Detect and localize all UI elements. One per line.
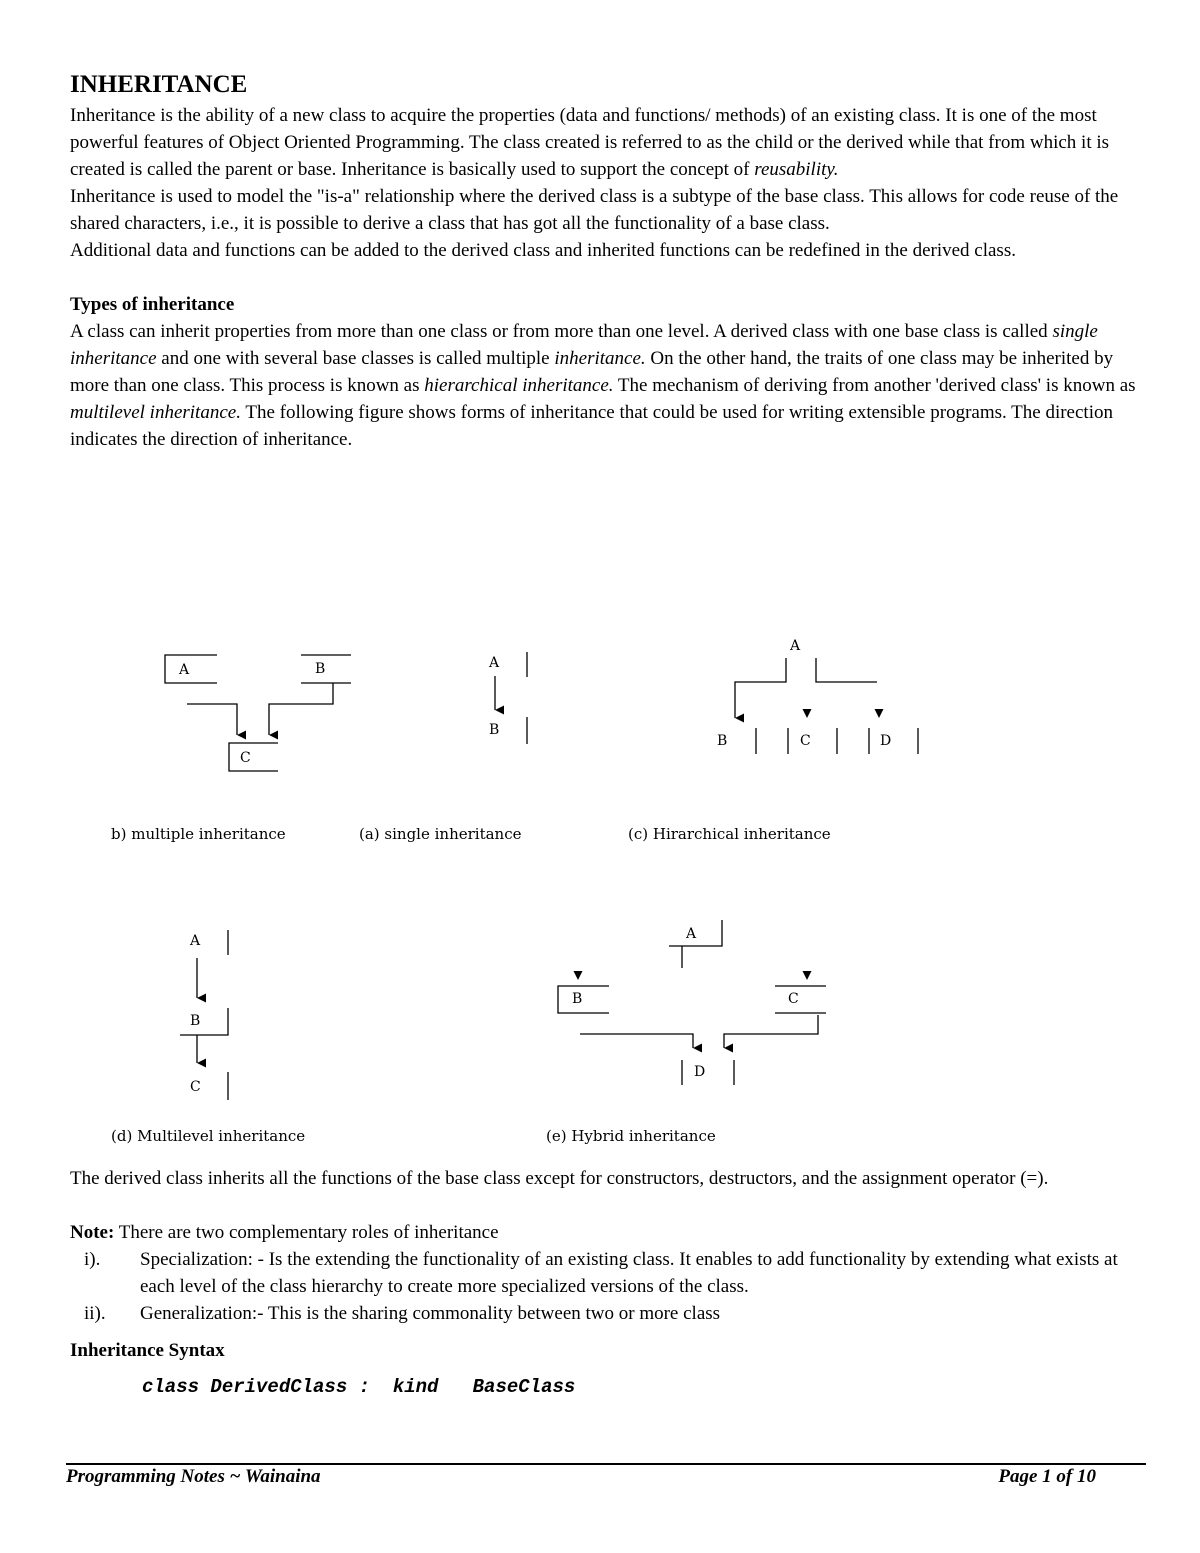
footer <box>66 1466 1096 1488</box>
footer-rule <box>66 1463 1146 1465</box>
label-hier-b: B <box>717 733 728 749</box>
derived-paragraph: The derived class inherits all the functions of the base class except for constructors, destructors, and the assignment operator (=). <box>70 1168 1049 1189</box>
intro-text: Inheritance is the ability of a new class to acquire the properties (data and functions/ methods) of an existing class. It is one of the most powerful features of Object Oriented Programming. The class created is referred to as the child or the derived while that from which it is created is called the parent or base. Inheritance is basically used to support the concept of <box>70 105 1110 180</box>
syntax-heading: Inheritance Syntax <box>70 1340 225 1361</box>
list-number: i). <box>84 1249 101 1270</box>
label-single-a: A <box>489 655 500 671</box>
list-text: Specialization: - Is the extending the functionality of an existing class. It enables to add functionality by extending what exists at each level of the class hierarchy to create more specialized versions of the class. <box>140 1249 1118 1297</box>
label-hy-c: C <box>788 991 799 1007</box>
label-hier-c: C <box>800 733 811 749</box>
list-item <box>70 1300 1140 1327</box>
label-hy-d: D <box>694 1064 706 1080</box>
list-item <box>70 1246 1140 1300</box>
types-heading: Types of inheritance <box>70 294 235 315</box>
label-hier-a: A <box>790 638 801 654</box>
page-title: INHERITANCE <box>70 71 248 98</box>
label-single-b: B <box>489 722 500 738</box>
label-ml-a: A <box>190 933 201 949</box>
label-ml-c: C <box>190 1079 201 1095</box>
note-paragraph <box>70 1219 1140 1246</box>
note-label: Note: <box>70 1222 115 1243</box>
note-text: There are two complementary roles of inheritance <box>114 1222 499 1243</box>
label-hy-a: A <box>686 926 697 942</box>
types-emphasis: single inheritance <box>70 321 1098 369</box>
footer-left: Programming Notes ~ Wainaina <box>66 1466 321 1487</box>
types-text: The following figure shows forms of inheritance that could be used for writing extensible programs. The direction indicates the direction of inheritance. <box>70 402 1113 450</box>
caption-multilevel: (d) Multilevel inheritance <box>111 1127 306 1145</box>
label-b: B <box>315 661 326 677</box>
types-emphasis: inheritance. <box>554 348 646 369</box>
types-text: The mechanism of deriving from another 'derived class' is known as <box>613 375 1136 396</box>
types-text: On the other hand, the traits of one class may be inherited by more than one class. This process is known as <box>70 348 1114 396</box>
caption-hybrid: (e) Hybrid inheritance <box>546 1127 716 1145</box>
caption-single: (a) single inheritance <box>359 825 522 843</box>
roles-list <box>70 1246 1140 1327</box>
intro-paragraph-3: Additional data and functions can be added to the derived class and inherited functions can be redefined in the derived class. <box>70 240 1016 261</box>
syntax-code: class DerivedClass : kind BaseClass <box>142 1376 576 1398</box>
label-a: A <box>179 662 190 678</box>
types-emphasis: hierarchical inheritance. <box>424 375 614 396</box>
label-hy-b: B <box>572 991 583 1007</box>
intro-paragraph-2: Inheritance is used to model the "is-a" relationship where the derived class is a subtype of the base class. This allows for code reuse of the shared characters, i.e., it is possible to derive a class that has got all the functionality of a base class. <box>70 186 1119 234</box>
label-hier-d: D <box>880 733 892 749</box>
caption-hierarchical: (c) Hirarchical inheritance <box>628 825 831 843</box>
page-number: Page 1 of 10 <box>998 1466 1096 1487</box>
types-emphasis: multilevel inheritance. <box>70 402 241 423</box>
types-text: A class can inherit properties from more than one class or from more than one level. A derived class with one base class is called <box>70 321 1053 342</box>
list-text: Generalization:- This is the sharing commonality between two or more class <box>140 1303 721 1324</box>
types-text: and one with several base classes is called multiple <box>156 348 555 369</box>
after-figure-content <box>70 1165 1140 1402</box>
label-ml-b: B <box>190 1013 201 1029</box>
caption-multiple: b) multiple inheritance <box>111 825 286 843</box>
label-c: C <box>240 750 251 766</box>
list-number: ii). <box>84 1303 106 1324</box>
intro-emphasis: reusability. <box>754 159 839 180</box>
